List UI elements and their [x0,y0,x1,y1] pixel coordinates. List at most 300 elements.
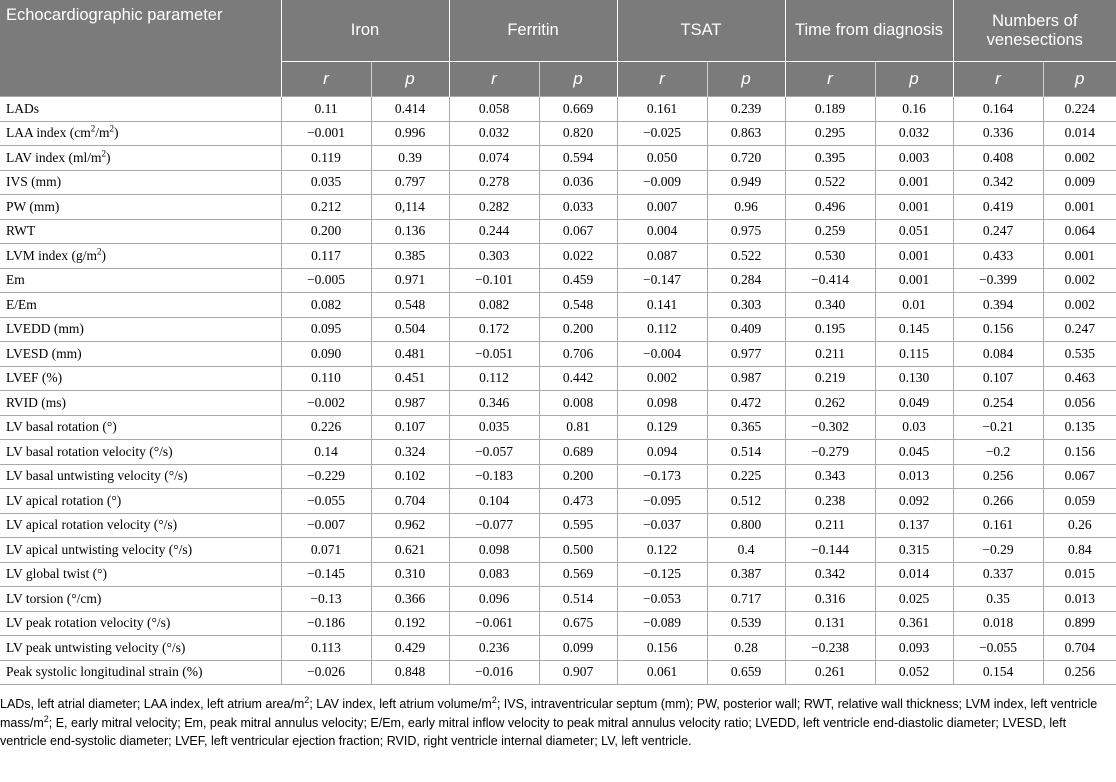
row-label [0,660,281,685]
cell-r: −0.414 [785,268,875,293]
header-tsat: TSAT [617,0,785,62]
cell-r: 0.282 [449,195,539,220]
label-superscript: 2 [97,246,102,257]
label-text: ) [106,149,111,165]
cell-r: 0.083 [449,562,539,587]
footnote-text: ; IVS, intraventricular septum (mm); PW, posterior wall; RWT, relative wall thickness; LVM index, left ventricle mass/m [0,697,1098,730]
header-time-from-diagnosis: Time from diagnosis [785,0,953,62]
cell-p: 0.975 [707,219,785,244]
cell-p: 0.361 [875,611,953,636]
label-text: E/Em [6,296,37,312]
table-row [0,562,1116,587]
cell-r: 0.087 [617,244,707,269]
cell-r: 0.35 [953,587,1043,612]
cell-p: 0.481 [371,342,449,367]
row-label [0,636,281,661]
row-label [0,97,281,122]
cell-p: 0.907 [539,660,617,685]
cell-p: 0.093 [875,636,953,661]
cell-p: 0.962 [371,513,449,538]
cell-p: 0.009 [1043,170,1116,195]
cell-r: −0.147 [617,268,707,293]
cell-p: 0.899 [1043,611,1116,636]
cell-p: 0.092 [875,489,953,514]
table-row [0,489,1116,514]
cell-p: 0.324 [371,440,449,465]
cell-p: 0.385 [371,244,449,269]
row-label [0,293,281,318]
header-p: p [1043,62,1116,97]
cell-r: 0.496 [785,195,875,220]
table-row [0,366,1116,391]
table-row [0,538,1116,563]
cell-p: 0.720 [707,146,785,171]
cell-p: 0.001 [1043,244,1116,269]
cell-r: 0.141 [617,293,707,318]
cell-r: −0.13 [281,587,371,612]
cell-p: 0.002 [1043,268,1116,293]
table-row [0,587,1116,612]
cell-r: 0.219 [785,366,875,391]
cell-p: 0.500 [539,538,617,563]
row-label [0,391,281,416]
cell-p: 0.099 [539,636,617,661]
cell-r: −0.095 [617,489,707,514]
cell-p: 0.971 [371,268,449,293]
cell-p: 0.001 [875,268,953,293]
cell-p: 0.067 [1043,464,1116,489]
cell-p: 0.387 [707,562,785,587]
cell-p: 0.512 [707,489,785,514]
cell-r: 0.303 [449,244,539,269]
cell-p: 0.052 [875,660,953,685]
cell-p: 0.442 [539,366,617,391]
footnote-text: ; LAV index, left atrium volume/m [309,697,492,711]
cell-r: 0.107 [953,366,1043,391]
cell-r: 0.112 [617,317,707,342]
cell-r: −0.005 [281,268,371,293]
cell-r: 0.094 [617,440,707,465]
cell-r: 0.337 [953,562,1043,587]
cell-r: −0.238 [785,636,875,661]
label-text: Em [6,272,25,288]
label-text: LAA index (cm [6,125,91,141]
table-row [0,391,1116,416]
label-text: RWT [6,223,36,239]
label-text: LVESD (mm) [6,345,82,361]
cell-r: 0.342 [785,562,875,587]
cell-r: 0.261 [785,660,875,685]
cell-p: 0.013 [875,464,953,489]
cell-p: 0.429 [371,636,449,661]
cell-r: 0.530 [785,244,875,269]
cell-r: 0.172 [449,317,539,342]
cell-p: 0.659 [707,660,785,685]
label-text: LV peak rotation velocity (°/s) [6,615,171,631]
cell-r: 0.408 [953,146,1043,171]
cell-r: 0.11 [281,97,371,122]
cell-r: 0.316 [785,587,875,612]
label-text: LVEF (%) [6,370,63,386]
table-row [0,611,1116,636]
table-row [0,513,1116,538]
cell-p: 0.256 [1043,660,1116,685]
label-text: LV apical untwisting velocity (°/s) [6,541,193,557]
cell-p: 0.365 [707,415,785,440]
cell-r: 0.050 [617,146,707,171]
label-superscript: 2 [90,123,96,134]
cell-r: −0.055 [281,489,371,514]
row-label [0,268,281,293]
cell-p: 0.303 [707,293,785,318]
cell-p: 0.987 [371,391,449,416]
cell-p: 0.459 [539,268,617,293]
cell-p: 0.284 [707,268,785,293]
footnote-text: LADs, left atrial diameter; LAA index, left atrium area/m [0,697,305,711]
cell-r: 0.035 [449,415,539,440]
cell-p: 0.704 [371,489,449,514]
cell-p: 0.102 [371,464,449,489]
label-text: Peak systolic longitudinal strain (%) [6,664,203,680]
cell-p: 0.036 [539,170,617,195]
cell-p: 0.863 [707,121,785,146]
cell-r: 0.156 [953,317,1043,342]
cell-r: 0.211 [785,513,875,538]
cell-r: −0.145 [281,562,371,587]
cell-r: 0.096 [449,587,539,612]
table-row [0,244,1116,269]
cell-p: 0.4 [707,538,785,563]
footnote-superscript: 2 [491,694,497,705]
row-label [0,317,281,342]
cell-p: 0.595 [539,513,617,538]
cell-p: 0.01 [875,293,953,318]
label-text: ) [101,247,106,263]
table-row [0,317,1116,342]
cell-r: 0.254 [953,391,1043,416]
cell-r: −0.002 [281,391,371,416]
cell-r: −0.29 [953,538,1043,563]
header-r: r [785,62,875,97]
table-row [0,440,1116,465]
cell-r: 0.110 [281,366,371,391]
cell-p: 0.504 [371,317,449,342]
cell-p: 0.135 [1043,415,1116,440]
table-row [0,464,1116,489]
cell-p: 0.704 [1043,636,1116,661]
cell-p: 0.987 [707,366,785,391]
label-text: LADs [6,100,39,116]
cell-r: 0.200 [281,219,371,244]
cell-p: 0.28 [707,636,785,661]
cell-p: 0.045 [875,440,953,465]
cell-r: −0.055 [953,636,1043,661]
cell-p: 0.717 [707,587,785,612]
cell-r: 0.071 [281,538,371,563]
row-label [0,146,281,171]
cell-r: 0.018 [953,611,1043,636]
row-label [0,121,281,146]
cell-p: 0.003 [875,146,953,171]
table-row [0,146,1116,171]
cell-r: 0.032 [449,121,539,146]
cell-p: 0.014 [875,562,953,587]
cell-p: 0.820 [539,121,617,146]
label-text: IVS (mm) [6,174,62,190]
cell-p: 0.056 [1043,391,1116,416]
cell-p: 0.224 [1043,97,1116,122]
cell-r: 0.035 [281,170,371,195]
label-text: PW (mm) [6,198,60,214]
cell-r: 0.395 [785,146,875,171]
cell-r: 0.278 [449,170,539,195]
cell-p: 0.472 [707,391,785,416]
cell-r: 0.082 [449,293,539,318]
cell-p: 0.473 [539,489,617,514]
table-body [0,97,1116,685]
cell-p: 0.451 [371,366,449,391]
cell-r: 0.195 [785,317,875,342]
cell-p: 0.107 [371,415,449,440]
cell-p: 0.522 [707,244,785,269]
cell-r: 0.164 [953,97,1043,122]
cell-r: 0.342 [953,170,1043,195]
cell-p: 0.675 [539,611,617,636]
cell-r: 0.238 [785,489,875,514]
cell-r: 0.346 [449,391,539,416]
cell-r: −0.016 [449,660,539,685]
table-header [0,0,1116,97]
cell-r: −0.279 [785,440,875,465]
header-r: r [617,62,707,97]
cell-r: −0.001 [281,121,371,146]
cell-r: 0.061 [617,660,707,685]
label-text: LV apical rotation (°) [6,492,122,508]
cell-p: 0.137 [875,513,953,538]
cell-r: 0.084 [953,342,1043,367]
table-row [0,636,1116,661]
cell-r: 0.256 [953,464,1043,489]
cell-p: 0.115 [875,342,953,367]
header-parameter: Echocardiographic parameter [0,0,281,97]
label-text: LVEDD (mm) [6,321,84,337]
cell-r: 0.122 [617,538,707,563]
cell-p: 0.013 [1043,587,1116,612]
row-label [0,219,281,244]
cell-r: −0.302 [785,415,875,440]
cell-r: −0.2 [953,440,1043,465]
cell-p: 0.514 [539,587,617,612]
row-label [0,170,281,195]
cell-p: 0.064 [1043,219,1116,244]
cell-p: 0.706 [539,342,617,367]
cell-p: 0.409 [707,317,785,342]
table-row [0,170,1116,195]
cell-r: −0.089 [617,611,707,636]
cell-r: 0.098 [617,391,707,416]
footnote-superscript: 2 [43,713,49,724]
cell-r: 0.095 [281,317,371,342]
footnote-text: ; E, early mitral velocity; Em, peak mitral annulus velocity; E/Em, early mitral inflow velocity to peak mitral annulus velocity ratio; LVEDD, left ventricle end-diastolic diameter; LVESD, left ventricle end-systolic diameter; LVEF, left ventricular ejection fraction; RVID, right ventricle internal diameter; LV, left ventricle. [0,715,1067,748]
cell-r: 0.522 [785,170,875,195]
header-numbers-of-venesections: Numbers of venesections [953,0,1116,62]
cell-p: 0.033 [539,195,617,220]
cell-p: 0.025 [875,587,953,612]
header-r: r [449,62,539,97]
cell-p: 0.39 [371,146,449,171]
cell-p: 0.001 [875,244,953,269]
label-text: LAV index (ml/m [6,149,102,165]
header-p: p [539,62,617,97]
cell-p: 0.539 [707,611,785,636]
label-text: LV torsion (°/cm) [6,590,102,606]
cell-p: 0.996 [371,121,449,146]
cell-p: 0.797 [371,170,449,195]
cell-r: 0.394 [953,293,1043,318]
cell-r: 0.419 [953,195,1043,220]
cell-r: 0.156 [617,636,707,661]
label-text: ) [114,125,119,141]
cell-p: 0.001 [875,195,953,220]
cell-r: 0.211 [785,342,875,367]
table-row [0,342,1116,367]
cell-r: 0.244 [449,219,539,244]
header-p: p [707,62,785,97]
cell-r: 0.119 [281,146,371,171]
cell-r: −0.009 [617,170,707,195]
cell-r: 0.117 [281,244,371,269]
label-text: LV peak untwisting velocity (°/s) [6,639,186,655]
cell-p: 0.001 [875,170,953,195]
cell-p: 0.067 [539,219,617,244]
cell-r: 0.104 [449,489,539,514]
cell-r: 0.007 [617,195,707,220]
cell-p: 0.200 [539,464,617,489]
cell-r: −0.399 [953,268,1043,293]
row-label [0,587,281,612]
cell-r: −0.183 [449,464,539,489]
cell-p: 0.049 [875,391,953,416]
label-text: RVID (ms) [6,394,67,410]
cell-r: 0.090 [281,342,371,367]
table-row [0,415,1116,440]
row-label [0,366,281,391]
header-ferritin: Ferritin [449,0,617,62]
label-superscript: 2 [109,123,114,134]
cell-p: 0.145 [875,317,953,342]
cell-r: 0.295 [785,121,875,146]
table-row [0,219,1116,244]
cell-p: 0.949 [707,170,785,195]
header-r: r [953,62,1043,97]
cell-p: 0.669 [539,97,617,122]
cell-r: 0.336 [953,121,1043,146]
cell-r: 0.074 [449,146,539,171]
label-text: /m [95,125,110,141]
cell-r: 0.002 [617,366,707,391]
cell-p: 0.015 [1043,562,1116,587]
cell-r: 0.131 [785,611,875,636]
table-row [0,195,1116,220]
row-label [0,244,281,269]
cell-p: 0.594 [539,146,617,171]
label-text: LV global twist (°) [6,566,108,582]
row-label [0,464,281,489]
cell-r: 0.212 [281,195,371,220]
table-row [0,97,1116,122]
cell-p: 0.247 [1043,317,1116,342]
cell-p: 0.848 [371,660,449,685]
cell-r: 0.236 [449,636,539,661]
cell-p: 0.002 [1043,293,1116,318]
cell-r: 0.14 [281,440,371,465]
table-row [0,268,1116,293]
label-text: LVM index (g/m [6,247,97,263]
cell-r: 0.266 [953,489,1043,514]
cell-p: 0.032 [875,121,953,146]
cell-p: 0.059 [1043,489,1116,514]
cell-p: 0.03 [875,415,953,440]
cell-r: 0.340 [785,293,875,318]
cell-p: 0.239 [707,97,785,122]
cell-p: 0.002 [1043,146,1116,171]
cell-p: 0,114 [371,195,449,220]
table-row [0,121,1116,146]
cell-p: 0.001 [1043,195,1116,220]
cell-r: 0.343 [785,464,875,489]
cell-p: 0.200 [539,317,617,342]
cell-r: 0.154 [953,660,1043,685]
cell-p: 0.366 [371,587,449,612]
cell-r: 0.226 [281,415,371,440]
row-label [0,513,281,538]
cell-r: 0.259 [785,219,875,244]
row-label [0,342,281,367]
cell-p: 0.535 [1043,342,1116,367]
cell-r: −0.037 [617,513,707,538]
cell-r: −0.101 [449,268,539,293]
cell-r: 0.082 [281,293,371,318]
cell-p: 0.81 [539,415,617,440]
cell-r: 0.161 [953,513,1043,538]
row-label [0,538,281,563]
cell-r: −0.007 [281,513,371,538]
row-label [0,611,281,636]
cell-r: −0.057 [449,440,539,465]
cell-p: 0.548 [371,293,449,318]
cell-r: 0.129 [617,415,707,440]
footnote-superscript: 2 [304,694,310,705]
cell-r: 0.161 [617,97,707,122]
row-label [0,489,281,514]
cell-r: −0.061 [449,611,539,636]
cell-p: 0.96 [707,195,785,220]
table-footnote [0,695,1112,751]
cell-p: 0.463 [1043,366,1116,391]
cell-p: 0.84 [1043,538,1116,563]
row-label [0,440,281,465]
header-p: p [875,62,953,97]
table-row [0,293,1116,318]
header-iron: Iron [281,0,449,62]
cell-p: 0.225 [707,464,785,489]
row-label [0,195,281,220]
row-label [0,562,281,587]
cell-p: 0.414 [371,97,449,122]
cell-r: −0.21 [953,415,1043,440]
cell-r: 0.189 [785,97,875,122]
label-text: LV basal untwisting velocity (°/s) [6,468,188,484]
